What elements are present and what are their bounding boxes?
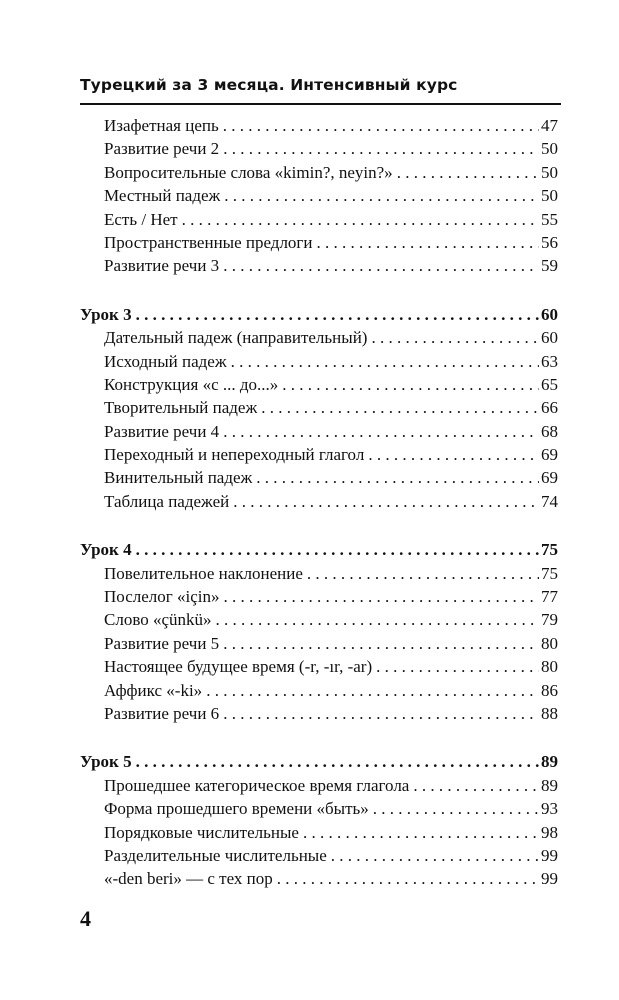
toc-entry-title: Местный падеж xyxy=(104,186,221,206)
dot-leader xyxy=(307,562,539,585)
toc-lesson-heading xyxy=(80,750,558,773)
toc-entry-title: Разделительные числительные xyxy=(104,845,327,865)
toc-entry-title: Слово «çünkü» xyxy=(104,610,212,630)
toc-entry-title: Изафетная цепь xyxy=(104,116,219,135)
toc-lesson-page: 60 xyxy=(541,304,558,324)
toc-entry-page: 79 xyxy=(541,610,558,630)
toc-entry xyxy=(80,137,558,160)
toc-entry xyxy=(80,490,558,513)
toc-entry-title: «-den beri» — с тех пор xyxy=(104,869,273,889)
toc-entry-page: 68 xyxy=(541,421,558,441)
toc-entry xyxy=(80,208,558,231)
toc-entry-page: 56 xyxy=(541,232,558,252)
toc-lesson-page: 75 xyxy=(541,540,558,560)
dot-leader xyxy=(182,208,539,231)
dot-leader xyxy=(303,821,539,844)
toc-entry-title: Дательный падеж (направительный) xyxy=(104,328,368,348)
toc-entry xyxy=(80,326,558,349)
toc-entry xyxy=(80,867,558,890)
page-number: 4 xyxy=(80,906,91,931)
toc-entry-page: 93 xyxy=(541,799,558,819)
dot-leader xyxy=(413,774,539,797)
dot-leader xyxy=(317,231,539,254)
dot-leader xyxy=(233,490,539,513)
dot-leader xyxy=(223,254,539,277)
toc-entry-page: 80 xyxy=(541,633,558,653)
toc-entry-title: Развитие речи 3 xyxy=(104,256,220,276)
toc-entry xyxy=(80,396,558,419)
dot-leader xyxy=(261,396,539,419)
dot-leader xyxy=(223,702,539,725)
dot-leader xyxy=(373,797,539,820)
toc-entry-title: Прошедшее категорическое время глагола xyxy=(104,775,410,795)
dot-leader xyxy=(231,350,539,373)
toc-entry-page: 74 xyxy=(541,491,558,511)
toc-entry-title: Аффикс «-ki» xyxy=(104,680,203,700)
toc-entry-title: Послелог «için» xyxy=(104,587,220,607)
dot-leader xyxy=(223,137,539,160)
toc-entry xyxy=(80,184,558,207)
dot-leader xyxy=(136,750,539,773)
toc-entry-page: 50 xyxy=(541,186,558,206)
toc-entry-title: Развитие речи 4 xyxy=(104,421,220,441)
toc-entry-page: 59 xyxy=(541,256,558,276)
toc-lesson-heading xyxy=(80,538,558,561)
dot-leader xyxy=(376,655,539,678)
toc-entry-title: Есть / Нет xyxy=(104,209,178,229)
toc-entry-title: Порядковые числительные xyxy=(104,822,299,842)
toc-entry-page: 77 xyxy=(541,587,558,607)
dot-leader xyxy=(282,373,539,396)
toc-entry-page: 47 xyxy=(541,116,558,135)
toc-entry xyxy=(80,443,558,466)
toc-entry xyxy=(80,608,558,631)
toc-entry-page: 66 xyxy=(541,398,558,418)
toc-entry xyxy=(80,562,558,585)
toc-entry xyxy=(80,797,558,820)
toc-lesson-page: 89 xyxy=(541,752,558,772)
toc-entry-title: Развитие речи 2 xyxy=(104,139,220,159)
toc-entry xyxy=(80,774,558,797)
toc-entry-page: 89 xyxy=(541,775,558,795)
toc-entry xyxy=(80,679,558,702)
dot-leader xyxy=(216,608,539,631)
dot-leader xyxy=(223,632,539,655)
toc-entry-title: Творительный падеж xyxy=(104,398,258,418)
toc-entry-page: 69 xyxy=(541,445,558,465)
toc-entry-title: Развитие речи 6 xyxy=(104,703,220,723)
dot-leader xyxy=(371,326,539,349)
toc-entry-title: Повелительное наклонение xyxy=(104,563,303,583)
toc-entry xyxy=(80,632,558,655)
dot-leader xyxy=(224,184,539,207)
dot-leader xyxy=(397,161,539,184)
toc-entry xyxy=(80,420,558,443)
toc-entry-page: 65 xyxy=(541,374,558,394)
toc-entry-page: 75 xyxy=(541,563,558,583)
dot-leader xyxy=(223,420,539,443)
dot-leader xyxy=(277,867,539,890)
toc-entry xyxy=(80,702,558,725)
toc-lesson-title: Урок 5 xyxy=(80,752,132,772)
toc-entry-page: 86 xyxy=(541,680,558,700)
table-of-contents xyxy=(80,114,558,891)
section-gap xyxy=(80,725,558,750)
toc-entry xyxy=(80,161,558,184)
toc-entry-page: 80 xyxy=(541,657,558,677)
toc-entry-title: Настоящее будущее время (-r, -ır, -ar) xyxy=(104,657,373,677)
section-gap xyxy=(80,513,558,538)
toc-entry-page: 98 xyxy=(541,822,558,842)
toc-lesson-heading xyxy=(80,303,558,326)
dot-leader xyxy=(256,466,539,489)
dot-leader xyxy=(136,538,539,561)
toc-entry xyxy=(80,373,558,396)
header-rule xyxy=(80,103,561,105)
toc-lesson-title: Урок 3 xyxy=(80,304,132,324)
toc-entry xyxy=(80,350,558,373)
toc-entry xyxy=(80,254,558,277)
toc-lesson-title: Урок 4 xyxy=(80,540,132,560)
toc-entry-title: Переходный и непереходный глагол xyxy=(104,445,365,465)
toc-entry-title: Развитие речи 5 xyxy=(104,633,220,653)
toc-entry-title: Конструкция «с ... до...» xyxy=(104,374,279,394)
running-header: Турецкий за 3 месяца. Интенсивный курс xyxy=(80,76,458,94)
toc-entry-page: 99 xyxy=(541,869,558,889)
toc-entry-title: Вопросительные слова «kimin?, neyin?» xyxy=(104,162,393,182)
toc-entry-page: 99 xyxy=(541,845,558,865)
toc-entry xyxy=(80,466,558,489)
dot-leader xyxy=(223,114,539,137)
toc-entry-title: Форма прошедшего времени «быть» xyxy=(104,799,369,819)
toc-entry xyxy=(80,231,558,254)
toc-entry-page: 69 xyxy=(541,468,558,488)
toc-entry-title: Исходный падеж xyxy=(104,351,227,371)
toc-entry xyxy=(80,114,558,137)
toc-entry-title: Таблица падежей xyxy=(104,491,230,511)
toc-entry-page: 88 xyxy=(541,703,558,723)
toc-entry-title: Пространственные предлоги xyxy=(104,232,313,252)
toc-entry-page: 63 xyxy=(541,351,558,371)
section-gap xyxy=(80,278,558,303)
toc-entry-page: 60 xyxy=(541,328,558,348)
toc-entry xyxy=(80,655,558,678)
toc-entry-page: 50 xyxy=(541,139,558,159)
toc-entry-page: 55 xyxy=(541,209,558,229)
dot-leader xyxy=(136,303,539,326)
dot-leader xyxy=(223,585,539,608)
toc-entry xyxy=(80,821,558,844)
toc-entry xyxy=(80,844,558,867)
dot-leader xyxy=(331,844,539,867)
dot-leader xyxy=(206,679,539,702)
toc-entry-title: Винительный падеж xyxy=(104,468,253,488)
toc-entry xyxy=(80,585,558,608)
toc-entry-page: 50 xyxy=(541,162,558,182)
dot-leader xyxy=(368,443,539,466)
